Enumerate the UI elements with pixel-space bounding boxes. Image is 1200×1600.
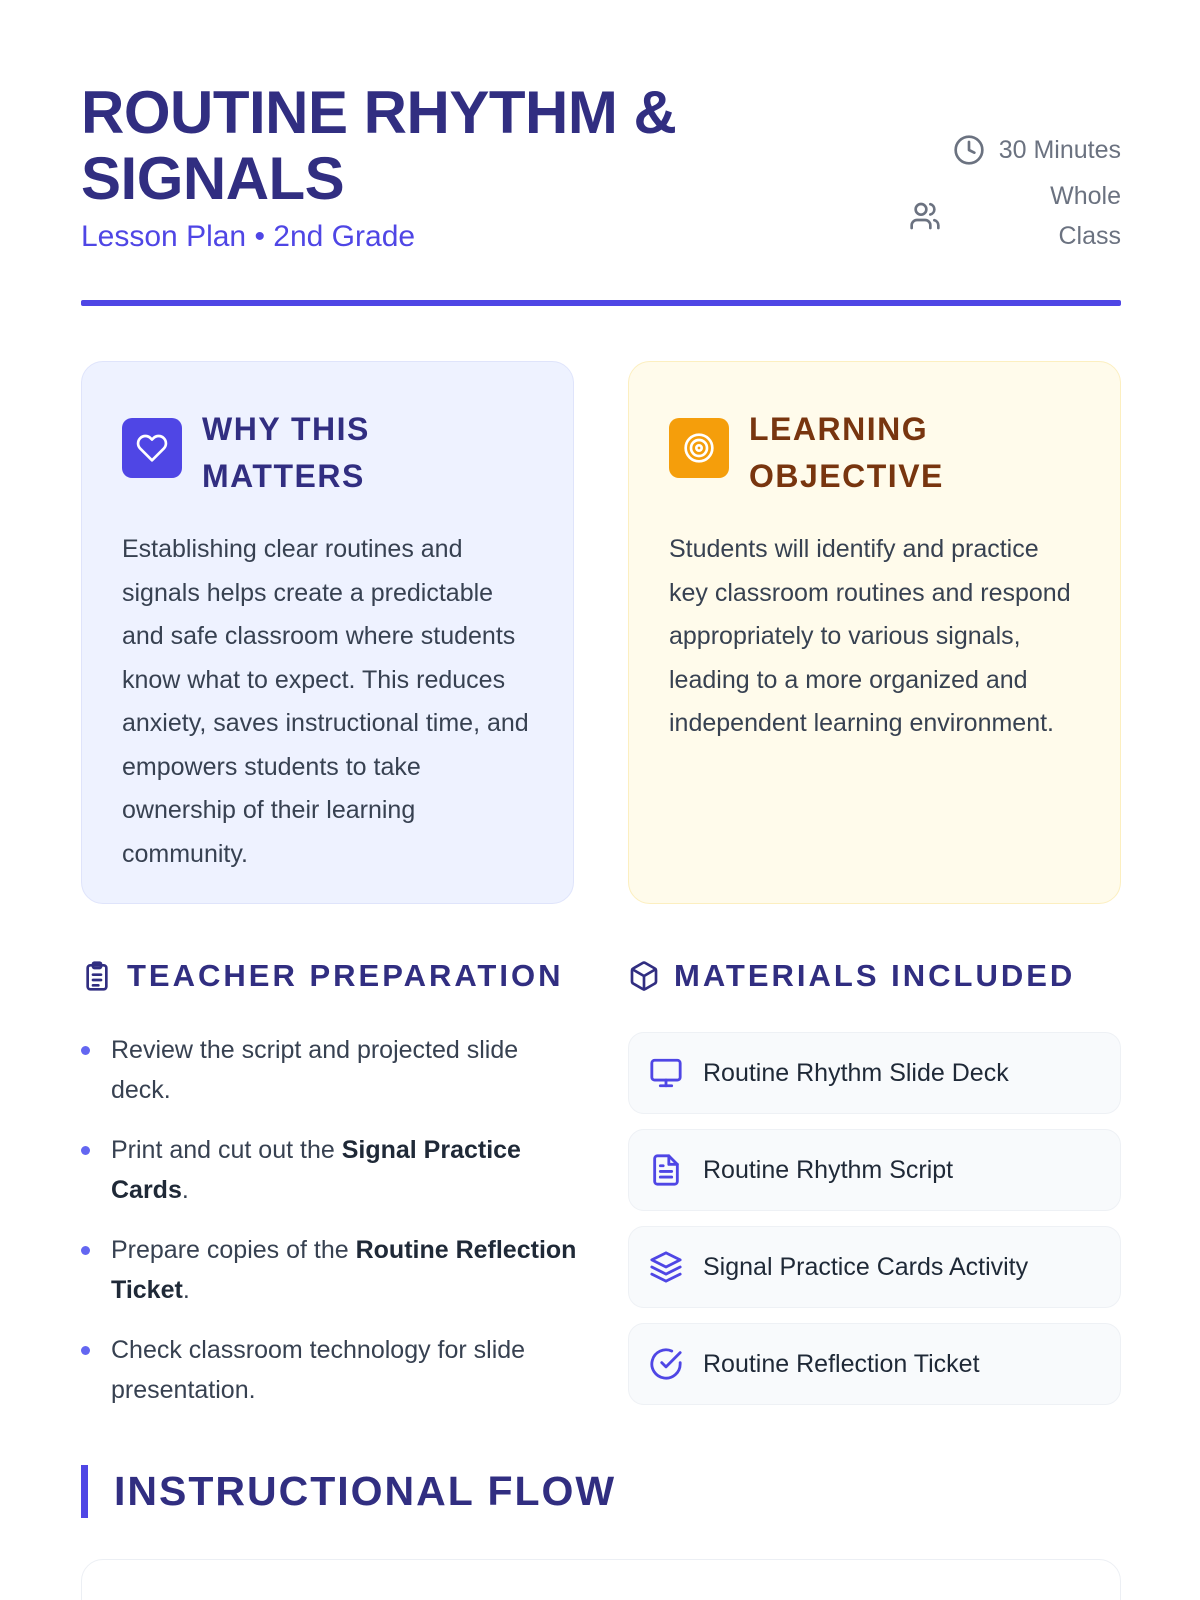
materials-list [628,1032,1121,1420]
target-icon [669,418,729,478]
material-reflection-ticket[interactable] [628,1323,1121,1405]
header [81,80,1121,260]
item-text: Prepare copies of the [111,1236,356,1264]
clock-icon [953,134,985,166]
why-card-body: Establishing clear routines and signals helps create a predictable and safe classroom where students know what to expect. This reduces anxiety, saves instructional time, and empowers students to take ownership of their learning community. [122,535,529,868]
page-title: ROUTINE RHYTHM & SIGNALS [81,79,677,212]
item-bold-text: Routine Reflection Ticket [111,1236,577,1304]
material-label: Routine Rhythm Script [703,1155,954,1184]
preparation-heading [81,958,563,994]
item-text: Review the script and projected slide deck. [111,1036,519,1104]
bullet-dot [81,1246,90,1255]
instructional-flow-card [81,1559,1121,1600]
document-icon [649,1153,683,1187]
why-card-header [122,406,533,500]
materials-heading [628,958,1075,994]
duration-text: 30 Minutes [998,135,1121,164]
clipboard-icon [81,960,113,992]
material-label: Routine Reflection Ticket [703,1349,980,1378]
preparation-list [81,1030,581,1430]
check-circle-icon [649,1347,683,1381]
layers-icon [649,1250,683,1284]
monitor-icon [649,1056,683,1090]
list-item [81,1230,581,1310]
material-slide-deck[interactable] [628,1032,1121,1114]
material-script[interactable] [628,1129,1121,1211]
list-item [81,1130,581,1210]
objective-card-title: LEARNING OBJECTIVE [749,411,944,494]
objective-card-body: Students will identify and practice key classroom routines and respond appropriately to various signals, leading to a more organized and independent learning environment. [669,535,1071,737]
preparation-title: TEACHER PREPARATION [127,958,564,993]
page-subtitle: Lesson Plan • 2nd Grade [81,220,416,253]
material-label: Routine Rhythm Slide Deck [703,1058,1009,1087]
objective-card-header [669,406,1080,500]
header-divider [81,300,1121,306]
package-icon [628,960,660,992]
material-label: Signal Practice Cards Activity [703,1252,1029,1281]
materials-title: MATERIALS INCLUDED [674,958,1076,993]
item-text: Check classroom technology for slide presentation. [111,1336,526,1404]
list-item [81,1330,581,1410]
why-card [81,361,574,904]
objective-card [628,361,1121,904]
instructional-flow-heading: INSTRUCTIONAL FLOW [81,1465,616,1518]
group-text: Whole Class [1050,182,1121,250]
heart-icon [122,418,182,478]
material-practice-cards[interactable] [628,1226,1121,1308]
users-icon [909,200,941,232]
item-text-end: . [182,1276,190,1304]
item-text-end: . [181,1176,189,1204]
bullet-dot [81,1146,90,1155]
duration-row [901,134,1121,166]
group-row [901,176,1121,256]
lesson-meta [901,134,1121,256]
list-item [81,1030,581,1110]
item-bold-text: Signal Practice Cards [111,1136,521,1204]
bullet-dot [81,1046,90,1055]
why-card-title: WHY THIS MATTERS [202,411,370,494]
bullet-dot [81,1346,90,1355]
item-text: Print and cut out the [111,1136,342,1164]
